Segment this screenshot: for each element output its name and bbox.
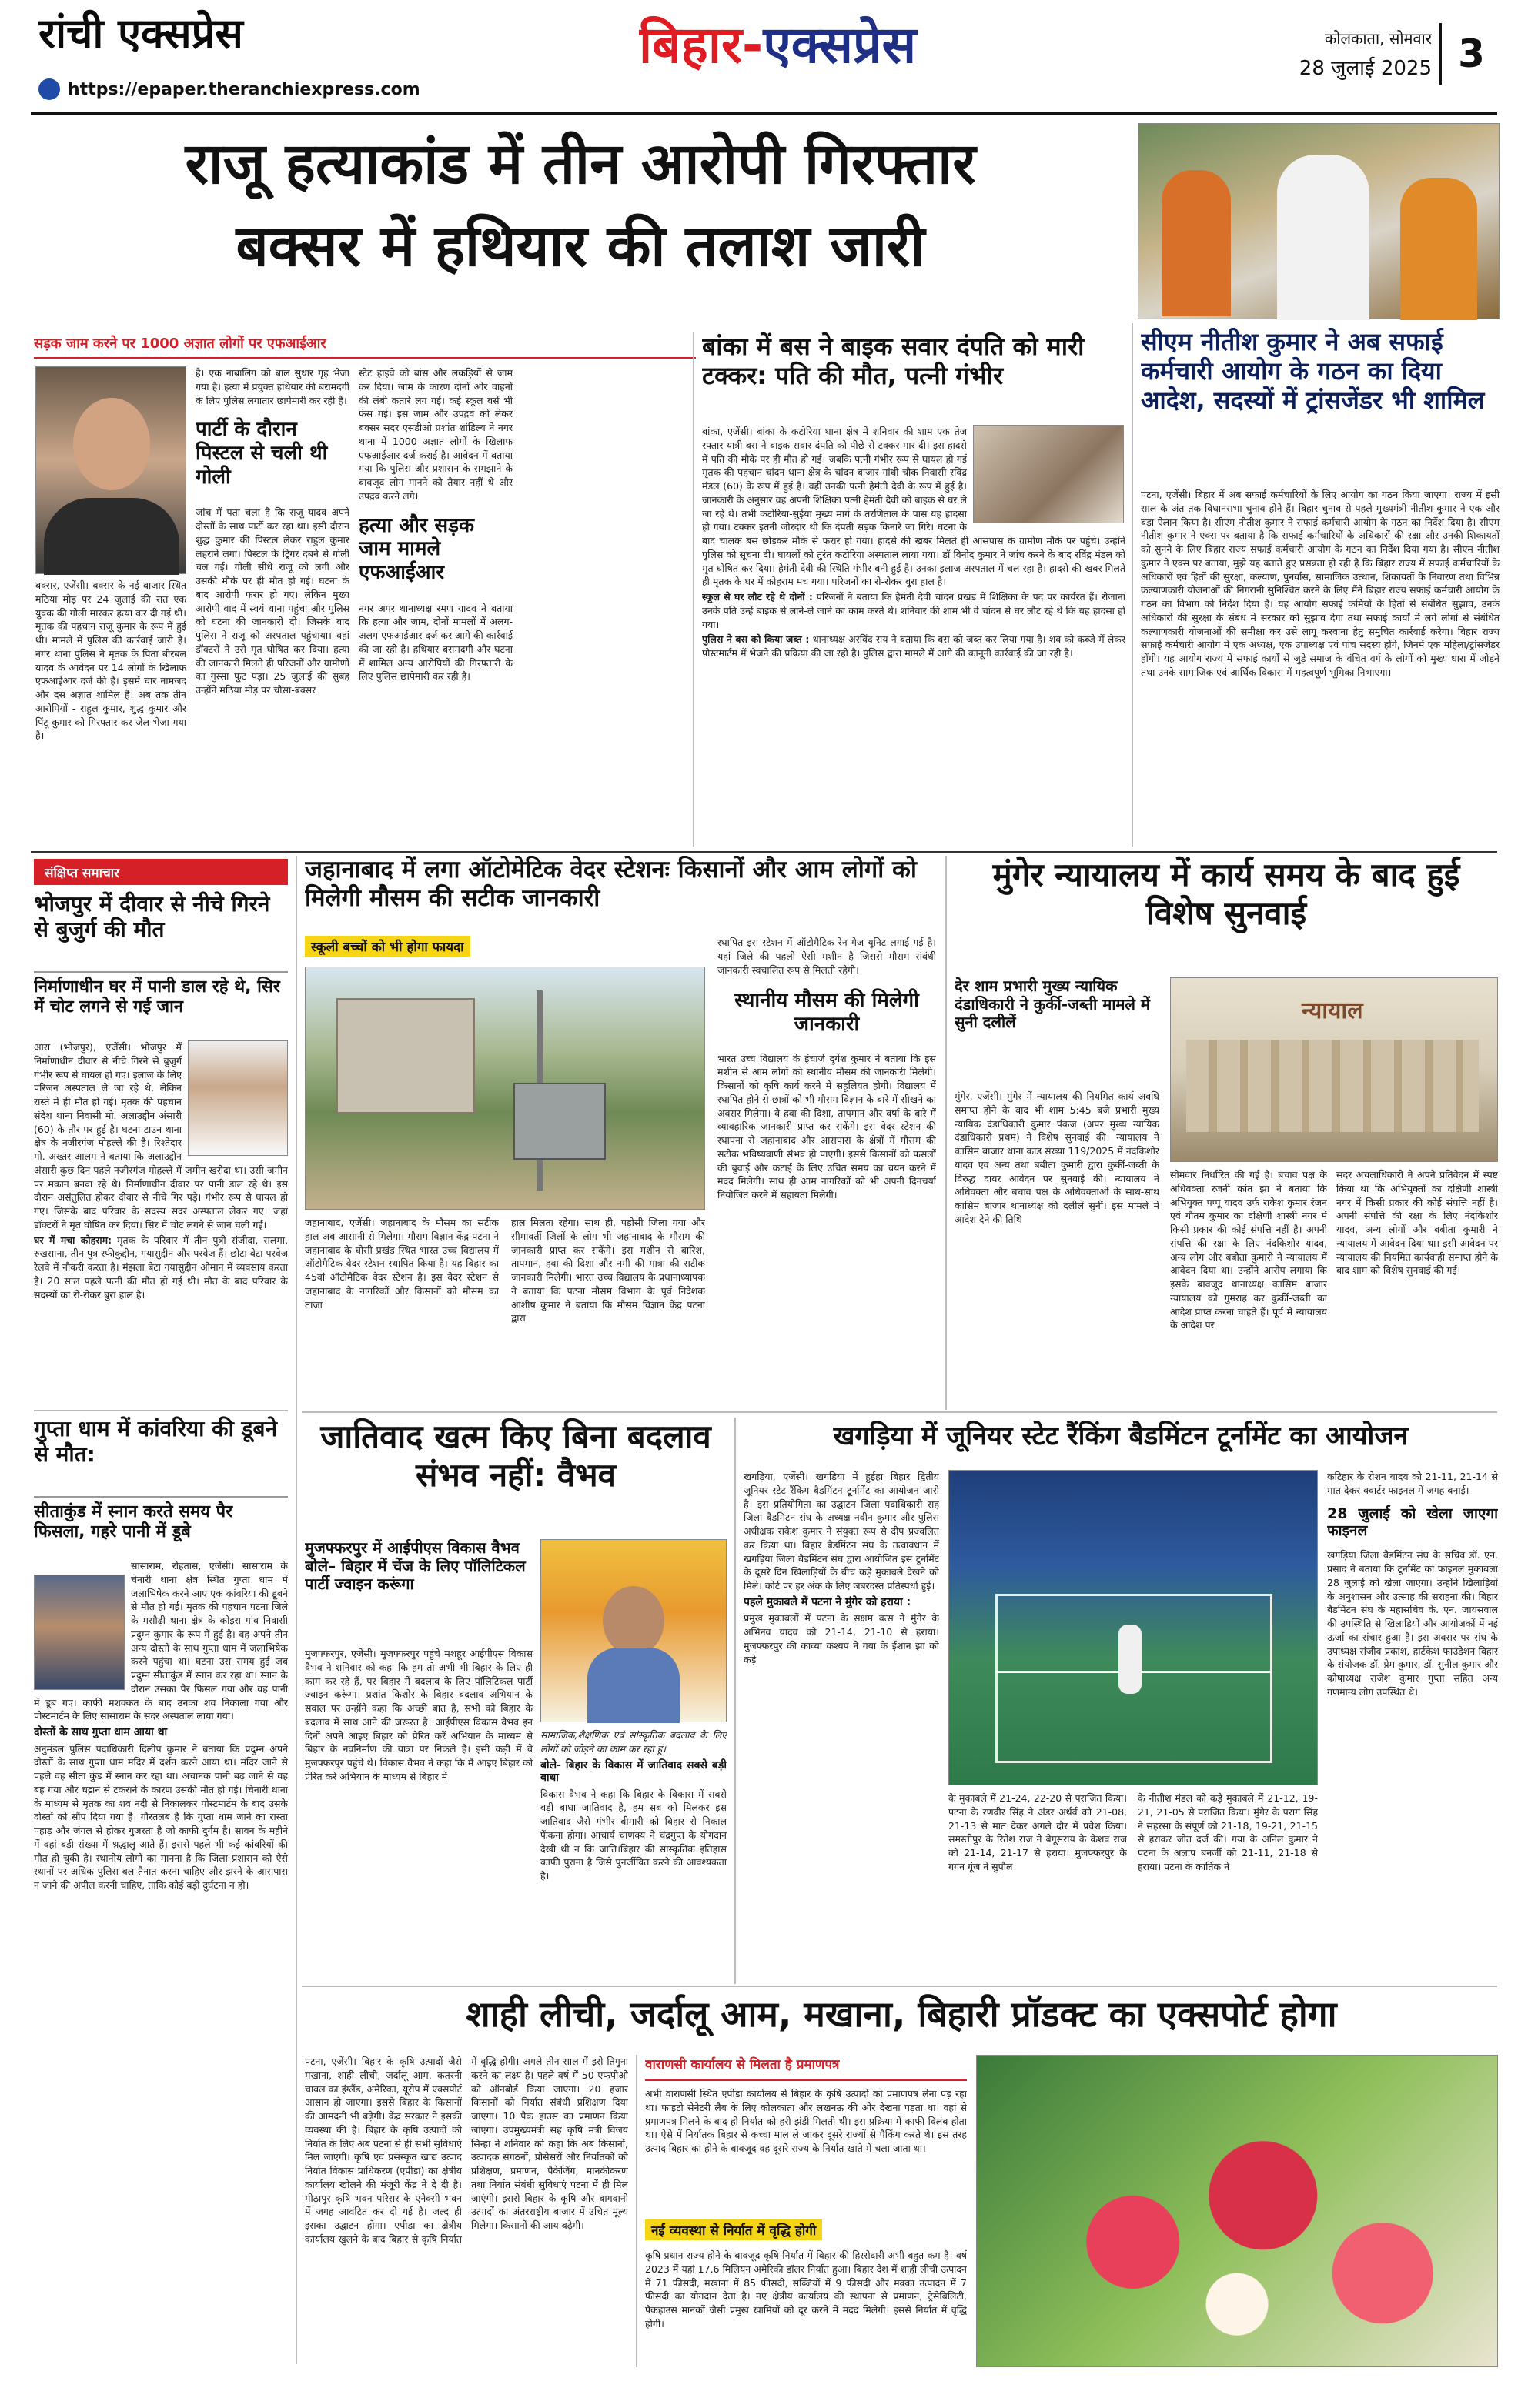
divider [302,1986,1497,1987]
a1-tag-label: सड़क जाम करने पर 1000 अज्ञात लोगों पर एफआईआर [34,332,326,354]
a4-photo-weather-station [305,967,705,1210]
brief-b1-body: मृतक के परिवार में तीन पुत्री संजीदा, सलमा, रुखसाना, तीन पुत्र रफीकुद्दीन, गयासुद्दीन और परवेज हैं। छोटा बेटा परवेज रेलवे में नौकरी करता है। मंझला बेटा गयासुद्दीन ओमान में व्यवसाय करता है। 20 साल पहले पत्नी की मौत हो गई थी। मौत के बाद परिवार के सदस्यों का रो-रोकर बुरा हाल है। [34,1234,288,1301]
a7-body-2: के मुकाबले में 21-24, 22-20 से पराजित किया। पटना के रणवीर सिंह ने अंडर अर्थर्व को 21-08, 21-13 से मात देकर अगले दौर में प्रवेश किया। समस्तीपुर के रितेश राज ने बेगूसराय के केशव राज को 21-14, 21-17 से हराया। मुजफ्फरपुर के गगन गूंज ने सुपौल [948,1792,1127,1872]
section-title [639,12,1070,89]
masthead [0,0,1528,115]
brief-b2 [34,1559,288,2367]
a4-col-a: स्थापित इस स्टेशन में ऑटोमैटिक रेन गेज यूनिट लगाई गई है। यहां जिले की पहली ऐसी मशीन है जिससे मौसम संबंधी जानकारी स्वचालित रूप से मिलती रहेगी। [717,937,936,976]
a6-body-1: मुजफ्फरपुर, एजेंसी। मुजफ्फरपुर पहुंचे मशहूर आईपीएस विकास वैभव ने शनिवार को कहा कि हम तो अभी भी बिहार के लिए ही काम कर रहे हैं, पर बिहार में बदलाव के लिए पॉलिटिकल पार्टी ज्वाइन करूंगा। प्रशांत किशोर के बिहार बदलाव अभियान के सवाल पर उन्होंने कहा कि अच्छी बात है, सभी को बिहार के बदलाव में साथ आने की जरूरत है। आईपीएस विकास वैभव इन दिनों अपने आइए बिहार को प्रेरित करें अभियान के माध्यम से बिहार के नवनिर्माण की यात्रा पर निकले हैं। इसी कड़ी में वे मुजफ्फरपुर पहुंचे थे। विकास वैभव ने कहा कि मैं आइए बिहार को प्रेरित करें अभियान के माध्यम से बिहार में [305,1648,533,1782]
a8-body-3: कृषि प्रधान राज्य होने के बावजूद कृषि निर्यात में बिहार की हिस्सेदारी अभी बहुत कम है। वर्ष 2023 में यहां 17.6 मिलियन अमेरिकी डॉलर निर्यात हुआ। बिहार देश में शाही लीची उत्पादन में 71 फीसदी, मखाना में 85 फीसदी, सब्जियों में 9 फीसदी और मक्का उत्पादन में 7 फीसदी का योगदान देता है। नए क्षेत्रीय कार्यालय की स्थापना से प्रमाणन, ट्रेसेबिलिटी, पैकहाउस मानकों जैसी प्रमुख खामियों को दूर करने में मदद मिलेगी। इससे निर्यात में वृद्धि होगी। [645,2249,967,2330]
a2-body3: थानाध्यक्ष अरविंद राय ने बताया कि बस को जब्त कर लिया गया है। शव को कब्जे में लेकर पोस्टमार्टम में भेजने की प्रक्रिया की जा रही है। पुलिस द्वारा मामले में आगे की कानूनी कार्रवाई की जा रही है। [702,633,1125,659]
a7-body-3: के नीतीश मंडल को कड़े मुकाबले में 21-12, 19-21, 21-05 से पराजित किया। मुंगेर के पराग सिंह ने सहरसा के संपूर्ण को 21-18, 19-21, 21-15 से हराकर जीत दर्ज की। गया के अनिल कुमार ने पटना के अलाप बनर्जी को 21-11, 21-18 से हराया। पटना के कार्तिक ने [1138,1792,1318,1872]
brand-name: रांची एक्सप्रेस [38,8,243,58]
a7-body-1b: प्रमुख मुकाबलों में पटना के सक्षम वत्स ने मुंगेर के अभिनव यादव को 21-14, 21-10 से हराया। मुजफ्फरपुर की काव्या कश्यप ने गया के ईशान झा को कड़े [744,1612,939,1665]
a5-sub: देर शाम प्रभारी मुख्य न्यायिक दंडाधिकारी ने कुर्की-जब्ती मामले में सुनी दलीलें [955,977,1150,1032]
brief-label [34,859,288,885]
a7-headline: खगड़िया में जूनियर स्टेट रैंकिंग बैडमिंटन टूर्नामेंट का आयोजन [833,1421,1409,1451]
a4-body-1: जहानाबाद, एजेंसी। जहानाबाद के मौसम का सटीक हाल अब आसानी से मिलेगा। मौसम विज्ञान केंद्र पटना ने जहानाबाद के घोसी प्रखंड स्थित भारत उच्च विद्यालय में ऑटोमैटिक वेदर स्टेशन स्थापित किया है। यह बिहार का 45वां ऑटोमैटिक वेदर स्टेशन है। इस वेदर स्टेशन से जहानाबाद के नागरिकों और किसानों को मौसम का ताजा [305,1217,499,1311]
a2-body-text: बांका, एजेंसी। बांका के कटोरिया थाना क्षेत्र में शनिवार की शाम एक तेज रफ्तार यात्री बस ने बाइक सवार दंपति को पीछे से टक्कर मार दी। इस हादसे में पति की मौके पर ही मौत हो गई। जबकि पत्नी गंभीर रूप से घायल हो गई मृतक की पहचान चांदन थाना क्षेत्र के चांदन बाजार गांधी चौक निवासी रविंद्र मंडल (60) के रूप में हुई है। वहीं उनकी पत्नी हेमंती देवी के रूप में हुई है। जानकारी के अनुसार वह अपनी शिक्षिका पत्नी हेमंती देवी को बाइक से घर ले जा रहे थे। तभी कटोरिया-सुईया मुख्य मार्ग के तरणिताल के पास यह हादसा हो गया। टक्कर इतनी जोरदार थी कि दंपती सड़क किनारे जा गिरे। घटना के बाद चालक बस छोड़कर मौके से फरार हो गया। हादसे की खबर मिलते ही आसपास के ग्रामीण मौके पर पहुंचे। उन्होंने पुलिस को सूचना दी। घायलों को तुरंत कटोरिया अस्पताल लाया गया। डॉ विनोद कुमार ने जांच करने के बाद रविंद्र मंडल को मृत घोषित कर दिया। हेमंती देवी की स्थिति गंभीर बनी हुई है। उनका इलाज अस्पताल में चल रहा है। हादसे की खबर मिलते ही मृतक के घर में कोहराम मच गया। परिजनों का रो-रोकर बुरा हाल है। [702,426,1125,588]
a6-caption: सामाजिक,शैक्षणिक एवं सांस्कृतिक बदलाव के लिए लोगों को जोड़ने का काम कर रहा हूं। [540,1729,727,1755]
a6-caption2: बोले- बिहार के विकास में जातिवाद सबसे बड़ी बाधा [540,1758,727,1785]
a8-tag2 [645,2219,967,2244]
a1-photo-victim [35,366,186,574]
a1-headline-line2: बक्सर में हथियार की तलाश जारी [236,213,925,280]
a4-col-a2: भारत उच्च विद्यालय के इंचार्ज दुर्गेश कुमार ने बताया कि इस मशीन से आम लोगों को स्थानीय मौसम की जानकारी मिलेगी। किसानों को कृषि कार्य करने में सहूलियत होगी। विद्यालय में स्थापित होने से छात्रों को भी मौसम विज्ञान के बारे में सीखने का अवसर मिलेगा। वे हवा की दिशा, तापमान और वर्षा के बारे में व्यावहारिक जानकारी प्राप्त कर सकेंगे। इस वेदर स्टेशन की स्थापना से जहानाबाद और आसपास के क्षेत्रों में मौसम की सटीक भविष्यवाणी संभव हो पाएगी। इससे किसानों को फसलों की बुवाई और कटाई के लिए उचित समय का चयन करने में मदद मिलेगी। साथ ही आम नागरिकों को भी अपनी दिनचर्या नियोजित करने में सहायता मिलेगी। [717,1052,936,1201]
a1-col3b: नगर अपर थानाध्यक्ष रमण यादव ने बताया कि हत्या और जाम, दोनों मामलों में अलग-अलग एफआईआर दर्ज कर आगे की कार्रवाई की जा रही है। हथियार बरामदगी और घटना में शामिल अन्य आरोपियों की गिरफ्तारी के लिए पुलिस छापेमारी कर रही है। [359,602,513,683]
a8-tag2-label: नई व्यवस्था से निर्यात में वृद्धि होगी [645,2219,822,2240]
a1-headline [34,123,1127,331]
divider [302,1411,1497,1413]
brief-b2-text: सासाराम, रोहतास, एजेंसी। सासाराम के चेनारी थाना क्षेत्र स्थित गुप्ता धाम में जलाभिषेक करने आए एक कांवरिया की डूबने से मौत हो गई। मृतक की पहचान पटना जिले के मसौढ़ी थाना क्षेत्र के कोइरा गांव निवासी प्रदुम्न कुमार के रूप में हुई है। वह अपने तीन अन्य दोस्तों के साथ गुप्ता धाम में जलाभिषेक करने पहुंचा था। घटना उस समय हुई जब प्रदुम्न सीताकुंड में स्नान कर रहा था। स्नान के दौरान उसका पैर फिसल गया और वह पानी में डूब गए। काफी मशक्कत के बाद उनका शव निकाला गया और पोस्टमार्टम के लिए सासाराम के सदर अस्पताल लाया गया। [34,1560,288,1722]
a2-sub2: पुलिस ने बस को किया जब्त : [702,633,810,646]
divider [636,2055,637,2367]
a8-body-1: पटना, एजेंसी। बिहार के कृषि उत्पादों जैसे मखाना, शाही लीची, जर्दालू आम, कतरनी चावल का इंग्लैंड, अमेरिका, यूरोप में एक्सपोर्ट आसान हो जाएगा। इससे बिहार के किसानों की आमदनी भी बढ़ेगी। केंद्र सरकार ने इसकी व्यवस्था की है। बिहार के कृषि उत्पादों को निर्यात के लिए अब पटना से ही सभी सुविधाएं मिल जाएंगी। कृषि एवं प्रसंस्कृत खाद्य उत्पाद निर्यात विकास प्राधिकरण (एपीडा) का क्षेत्रीय कार्यालय खोलने की मंजूरी केंद्र ने दे दी है। मीठापुर कृषि भवन परिसर के एनेक्सी भवन में जगह आवंटित कर दी गई है। जल्द ही इसका उद्घाटन होगा। एपीडा का क्षेत्रीय कार्यालय खुलने के बाद बिहार से कृषि निर्यात में वृद्धि होगी। अगले तीन साल में इसे तिगुना करने का लक्ष्य है। पहले वर्ष में 50 एफपीओ को ऑनबोर्ड किया जाएगा। 20 हजार किसानों को निर्यात संबंधी प्रशिक्षण दिया जाएगा। 10 पैक हाउस का प्रमाणन किया जाएगा। उपमुख्यमंत्री सह कृषि मंत्री विजय सिन्हा ने शनिवार को कहा कि अब किसानों, उत्पादक संगठनों, प्रोसेसरों और निर्यातकों को प्रशिक्षण, प्रमाणन, पैकेजिंग, मानकीकरण तथा निर्यात संबंधी सुविधाएं पटना में ही मिल जाएंगी। इससे बिहार के कृषि और बागवानी उत्पादों का अंतरराष्ट्रीय बाजार में उचित मूल्य मिलेगा। किसानों की आय बढ़ेगी। [305,2056,628,2245]
a2-headline: बांका में बस ने बाइक सवार दंपति को मारी टक्कर: पति की मौत, पत्नी गंभीर [702,332,1085,390]
a5-body-1: मुंगेर, एजेंसी। मुंगेर में न्यायालय की नियमित कार्य अवधि समाप्त होने के बाद भी शाम 5:45 बजे प्रभारी मुख्य न्यायिक दंडाधिकारी कुमार पंकज (अपर मुख्य न्यायिक दंडाधिकारी प्रथम) ने विशेष सुनवाई की। न्यायालय ने कासिम बाजार थाना कांड संख्या 119/2025 में नंदकिशोर यादव एवं अन्य तथा बबीता कुमारी द्वारा कुर्की-जब्ती के विरुद्ध दायर आवेदन पर सुनवाई की। न्यायालय ने अधिवक्ता और बचाव पक्ष के अधिवक्ताओं के साथ-साथ कासिम बाजार थानाध्यक्ष की दलीलें सुनीं। इस मामले में आदेश देने की तिथि [955,1090,1159,1225]
a7-photo-court [948,1470,1318,1785]
divider [31,851,1497,853]
a1-tag [34,332,696,359]
a7-sub1: पहले मुकाबले में पटना ने मुंगेर को हराया : [744,1595,911,1608]
brief-b1-text: आरा (भोजपुर), एजेंसी। भोजपुर में निर्माणाधीन दीवार से नीचे गिरने से बुजुर्ग गंभीर रूप से घायल हो गए। इलाज के लिए परिजन अस्पताल ले जा रहे थे, लेकिन रास्ते में ही मौत हो गई। मृतक की पहचान संदेश थाना निवासी मो. अलाउद्दीन अंसारी (60) के तौर पर हुई है। घटना टाउन थाना क्षेत्र के नजीरगंज मोहल्ले की है। रिश्तेदार मो. अख्तर आलम ने बताया कि अलाउद्दीन अंसारी कुछ दिन पहले नजीरगंज मोहल्ले में जमीन खरीदा था। उसी जमीन पर मकान बनवा रहे थे। निर्माणाधीन दीवार पर पानी डाल रहे थे। इस दौरान असंतुलित होकर दीवार से नीचे गिर पड़े। गंभीर रूप से घायल हो गए। जिसके बाद परिवार के सदस्य सदर अस्पताल लेकर गए। जहां डॉक्टरों ने मृत घोषित कर दिया। सिर में चोट लगने से जान चली गई। [34,1041,288,1231]
a8-photo-litchi [976,2055,1498,2367]
a1-col3 [359,366,513,847]
a8-headline: शाही लीची, जर्दालू आम, मखाना, बिहारी प्रॉडक्ट का एक्सपोर्ट होगा [466,1993,1337,2035]
epaper-url[interactable]: https://epaper.theranchiexpress.com [68,79,420,99]
a1-headline-line1: राजू हत्याकांड में तीन आरोपी गिरफ्तार [185,131,976,197]
brief-s1: निर्माणाधीन घर में पानी डाल रहे थे, सिर में चोट लगने से गई जान [34,971,288,1034]
masthead-logo [38,6,470,68]
a5-headline: मुंगेर न्यायालय में कार्य समय के बाद हुई विशेष सुनवाई [992,856,1460,932]
divider [296,856,297,2364]
a7-body-4: कटिहार के रोशन यादव को 21-11, 21-14 से मात देकर क्वार्टर फाइनल में जगह बनाई। [1327,1471,1498,1496]
a1-sub2: हत्या और सड़क जाम मामले एफआईआर [359,513,474,584]
a1-col1: बक्सर, एजेंसी। बक्सर के नई बाजार स्थित मठिया मोड़ पर 24 जुलाई की रात एक युवक की गोली मारकर हत्या कर दी गई थी। मृतक की पहचान राजू कुमार के रूप में हुई थी। मामले में पुलिस की कार्रवाई जारी है। नगर थाना पुलिस ने मृतक के पिता बीरबल यादव के आवेदन पर 14 लोगों के खिलाफ एफआईआर दर्ज की है। इसमें चार नामजद और दस अज्ञात शामिल हैं। अब तक तीन आरोपियों - राहुल कुमार, शुद्ध कुमार और पिंटू कुमार को गिरफ्तार कर जेल भेजा गया है। [35,579,186,742]
divider [945,856,947,1410]
divider [734,1418,736,1984]
divider [34,1410,288,1411]
a8-tag1 [645,2055,967,2081]
a5-body-3: सदर अंचलाधिकारी ने अपने प्रतिवेदन में स्पष्ट किया था कि अभियुक्तों का दक्षिणी शास्त्री नगर में किसी प्रकार की कोई संपत्ति नहीं है। अपनी संपत्ति की रक्षा के लिए नंदकिशोर यादव, अन्य लोगों और बबीता कुमारी ने न्यायालय में आवेदन दिया था। इसी आवेदन पर न्यायालय की नियमित कार्यवाही समाप्त होने के बाद शाम को विशेष सुनवाई की गई। [1336,1169,1498,1277]
a3-body: पटना, एजेंसी। बिहार में अब सफाई कर्मचारियों के लिए आयोग का गठन किया जाएगा। राज्य में इसी साल के अंत तक विधानसभा चुनाव होने हैं। बिहार चुनाव से पहले मुख्यमंत्री नीतीश कुमार ने एक और बड़ा ऐलान किया है। सीएम नीतीश कुमार ने सफाई कर्मचारी आयोग के गठन का निर्देश दिया है। सीएम नीतीश कुमार ने एक्स पर बताया है कि सफाई कर्मचारियों के अधिकारों की रक्षा और उनकी शिकायतों को सुनने के लिए बिहार राज्य सफाई कर्मचारी आयोग के गठन का निर्देश दिया गया है। सीएम नीतीश कुमार ने एक्स पर बताया, मुझे यह बताते हुए प्रसन्नता हो रही है कि बिहार राज्य में सफाई कर्मचारियों के अधिकारों एवं हितों की सुरक्षा, कल्याण, पुनर्वास, सामाजिक उत्थान, शिकायतों के निवारण तथा विभिन्न कल्याणकारी योजनाओं की निगरानी सुनिश्चित करने के लिए मैंने बिहार राज्य सफाई कर्मचारी आयोग के गठन का विभाग को निर्देश दिया है। यह आयोग सफाई कर्मियों के हितों से संबंधित सुझाव, उनके अधिकारों की सुरक्षा के संबंध में सरकार को सुझाव देगा तथा सफाई कार्यों में लगे लोगों से संबंधित कल्याणकारी योजनाओं की समीक्षा कर उसे लागू करवाना हेतु समुचित कार्रवाई करेगा। बिहार राज्य सफाई कर्मचारी आयोग में एक अध्यक्ष, एक उपाध्यक्ष एवं पांच सदस्य होंगे, जिनमें एक महिला/ट्रांसजेंडर होंगी। यह आयोग राज्य में सफाई कार्यों से जुड़े समाज के वंचित वर्ग के लोगों को मुख्य धारा में जोड़ने तथा उनके सामाजिक एवं आर्थिक विकास में महत्वपूर्ण भूमिका निभाएगा। [1141,489,1500,678]
masthead-rule [31,112,1497,115]
a6-caption-area [540,1728,727,1978]
brief-h1: भोजपुर में दीवार से नीचे गिरने से बुजुर्ग की मौत [34,891,270,943]
brief-b1-sub: घर में मचा कोहराम: [34,1234,112,1246]
a3-headline: सीएम नीतीश कुमार ने अब सफाई कर्मचारी आयोग के गठन का दिया आदेश, सदस्यों में ट्रांसजेंडर भी शामिल [1141,328,1485,415]
a4-sub: स्थानीय मौसम की मिलेगी जानकारी [734,989,919,1036]
dateline-date: 28 जुलाई 2025 [1299,57,1432,80]
a1-col2b: जांच में पता चला है कि राजू यादव अपने दोस्तों के साथ पार्टी कर रहा था। इसी दौरान शुद्ध कुमार की पिस्टल लेकर राहुल कुमार लहराने लगा। पिस्टल के ट्रिगर दबने से गोली चल गई। गोली सीधे राजू को लगी और उसकी मौके पर ही मौत हो गई। घटना के बाद आरोपी फरार हो गए। लेकिन मुख्य आरोपी बाद में स्वयं थाना पहुंचा और पुलिस को घटना की जानकारी दी। जिसके बाद पुलिस ने राजू को अस्पताल पहुंचाया। वहां डॉक्टरों ने उसे मृत घोषित कर दिया। हत्या की जानकारी मिलते ही परिजनों और ग्रामीणों का गुस्सा फूट पड़ा। 25 जुलाई की सुबह उन्होंने मठिया मोड़ पर चौसा-बक्सर [196,506,349,696]
a6-photo-ips [540,1539,727,1722]
a6-sub: मुजफ्फरपुर में आईपीएस विकास वैभव बोले– बिहार में चेंज के लिए पॉलिटिकल पार्टी ज्वाइन करूंगा [305,1539,526,1594]
a5-photo-court [1170,977,1498,1162]
a1-col2a: है। एक नाबालिग को बाल सुधार गृह भेजा गया है। हत्या में प्रयुक्त हथियार की बरामदगी के लिए पुलिस लगातार छापेमारी कर रही है। [196,367,349,406]
dateline-city: कोलकाता, सोमवार [1324,29,1432,48]
a6-headline: जातिवाद खत्म किए बिना बदलाव संभव नहीं: वैभव [320,1418,711,1494]
page-number: 3 [1439,23,1501,85]
a5-body-2: सोमवार निर्धारित की गई है। बचाव पक्ष के अधिवक्ता रजनी कांत झा ने बताया कि अभियुक्त पप्पू यादव उर्फ राकेश कुमार रंजन एवं गौतम कुमार का दक्षिणी शास्त्री नगर में किसी प्रकार की कोई संपत्ति नहीं है। अपनी संपत्ति की रक्षा के लिए नंदकिशोर यादव, अन्य लोग और बबीता कुमारी ने न्यायालय में आवेदन दिया था। उन्होंने आरोप लगाया कि इसके बावजूद थानाध्यक्ष कासिम बाजार न्यायालय को गुमराह कर कुर्की-जब्ती का आदेश प्राप्त करना चाहते हैं। पूर्व में न्यायालय के आदेश पर [1170,1169,1327,1331]
section-title-bihar: बिहार- [639,15,764,75]
a4-body-2: हाल मिलता रहेगा। साथ ही, पड़ोसी जिला गया और सीमावर्ती जिलों के लोग भी जहानाबाद के मौसम की जानकारी प्राप्त कर सकेंगे। इस मशीन से बारिश, तापमान, हवा की दिशा और नमी की मात्रा की सटीक जानकारी मिलेगी। भारत उच्च विद्यालय के प्रधानाध्यापक ने बताया कि पटना मौसम विभाग के पूर्व निदेशक आशीष कुमार ने बताया कि मौसम विज्ञान केंद्र पटना द्वारा [511,1217,705,1324]
a6-body-2: विकास वैभव ने कहा कि बिहार के विकास में सबसे बड़ी बाधा जातिवाद है, हम सब को मिलकर इस जातिवाद जैसे गंभीर बीमारी को बिहार से निकाल फेंकना होगा। आचार्य चाणक्य ने चंद्रगुप्त के योगदान देखी थी न कि जाति।बिहार की सांस्कृतिक इतिहास काफी पुराना है जिसे पुनर्जीवित करने की आवश्यकता है। [540,1788,727,1882]
brief-label-text: संक्षिप्त समाचार [45,866,120,881]
a4-tag [305,936,705,962]
a7-body-1: खगड़िया, एजेंसी। खगड़िया में हुईहा बिहार द्वितीय जूनियर स्टेट रैंकिंग बैडमिंटन टूर्नामेंट का आयोजन जारी है। इस प्रतियोगिता का उद्घाटन जिला पदाधिकारी सह जिला बैडमिंटन संघ के अध्यक्ष नवीन कुमार और पुलिस अधीक्षक राकेश कुमार ने संयुक्त रूप से दीप प्रज्वलित कर किया था। बिहार बैडमिंटन संघ के तत्वावधान में खगड़िया जिला बैडमिंटन संघ द्वारा आयोजित इस टूर्नामेंट के दूसरे दिन खिलाड़ियों के बीच कड़े मुकाबले देखने को मिले। कोर्ट पर हर अंक के लिए जबरदस्त प्रतिस्पर्धा हुई। [744,1471,939,1591]
brief-s2: सीताकुंड में स्नान करते समय पैर फिसला, गहरे पानी में डूबे [34,1496,288,1555]
globe-icon [38,78,60,100]
a4-tag-label: स्कूली बच्चों को भी होगा फायदा [305,936,470,957]
a8-body-2: अभी वाराणसी स्थित एपीडा कार्यालय से बिहार के कृषि उत्पादों को प्रमाणपत्र लेना पड़ रहा था। फाइटो सेनेटरी लैब के लिए कोलकाता और लखनऊ की ओर देखना पड़ता था। वहां से प्रमाणपत्र मिलने के बाद ही निर्यात को हरी झंडी मिलती थी। इस प्रक्रिया में काफी विलंब होता था। ऐसे में निर्यातक बिहार से कच्चा माल ले जाकर दूसरे राज्यों से पैकिंग करते थे। इस तरह उत्पाद बिहार का होने के बावजूद वह दूसरे राज्य के निर्यात खाते में चला जाता था। [645,2088,967,2154]
brief-b2-body: अनुमंडल पुलिस पदाधिकारी दिलीप कुमार ने बताया कि प्रदुम्न अपने दोस्तों के साथ गुप्ता धाम मंदिर में दर्शन करने आया था। मंदिर जाने से पहले वह सीता कुंड में स्नान कर रहा था। अचानक पानी बढ़ जाने से वह बह गया और चट्टान से टकराने के कारण उसकी मौत हो गई। चिनारी थाना के माध्यम से मृतक का शव नदी से निकालकर पोस्टमार्टम के बाद उसके दोस्तों को सौंप दिया गया है। गौरतलब है कि गुप्ता धाम जाने का रास्ता पहाड़ और जंगल से होकर गुजरता है जो काफी दुर्गम है। सावन के महीने में वहां बड़ी संख्या में श्रद्धालु आते हैं। इससे पहले भी कई कांवरियों की मौत हो चुकी है। स्थानीय लोगों का मानना है कि जिला प्रशासन को ऐसे स्थानों पर अधिक पुलिस बल तैनात करना चाहिए और झरने के आसपास न जाने की अपील करनी चाहिए, ताकि कोई बड़ी दुर्घटना न हो। [34,1742,288,1892]
brief-b1 [34,1040,288,1407]
a2-body [702,425,1125,847]
a1-col2 [196,366,349,847]
brief-b2-sub: दोस्तों के साथ गुप्ता धाम आया था [34,1726,168,1738]
a2-sub1: स्कूल से घर लौट रहे थे दोनों : [702,591,813,603]
a8-tag1-label: वाराणसी कार्यालय से मिलता है प्रमाणपत्र [645,2057,840,2072]
dateline [1232,28,1432,97]
section-title-express: एक्सप्रेस [763,15,917,75]
a4-headline: जहानाबाद में लगा ऑटोमेटिक वेदर स्टेशनः किसानों और आम लोगों को मिलेगी मौसम की सटीक जानकारी [305,856,917,912]
a7-col4 [1327,1470,1498,1978]
a7-sub2: 28 जुलाई को खेला जाएगा फाइनल [1327,1505,1498,1539]
url-bar [38,74,470,105]
divider [693,332,694,847]
a3-photo-cm [1138,123,1500,319]
a1-col3a: स्टेट हाइवे को बांस और लकड़ियों से जाम कर दिया। जाम के कारण दोनों ओर वाहनों की लंबी कतारें लग गईं। कई स्कूल बसें भी फंस गई। इस जाम और उपद्रव को लेकर बक्सर सदर एसडीओ प्रशांत शांडिल्य ने नगर थाना में 1000 अज्ञात लोगों के खिलाफ एफआईआर दर्ज कराई है। आवेदन में बताया गया कि पुलिस और प्रशासन के समझाने के बावजूद लोग मानने को तैयार नहीं थे और उपद्रव करने लगे। [359,367,513,502]
brief-h2: गुप्ता धाम में कांवरिया की डूबने से मौत: [34,1416,278,1468]
divider [1132,323,1133,847]
a7-col1 [744,1470,939,1978]
a4-col-right [717,936,936,1407]
a7-body-5: खगड़िया जिला बैडमिंटन संघ के सचिव डॉ. एन. प्रसाद ने बताया कि टूर्नामेंट का फाइनल मुकाबला 28 जुलाई को खेला जाएगा। उन्होंने खिलाड़ियों के अनुशासन और उत्साह की सराहना की। बिहार बैडमिंटन संघ के महासचिव के. एन. जायसवाल की उपस्थिति से खिलाड़ियों और आयोजकों में नई ऊर्जा का संचार हुआ है। इस अवसर पर संघ के उपाध्यक्ष संजीव प्रकाश, हार्टकेश फाउंडेशन बिहार के संयोजक डॉ. प्रेम कुमार, डॉ. सुनील कुमार और कोषाध्यक्ष राजेश कुमार गुप्ता सहित अन्य गणमान्य लोग उपस्थित थे। [1327,1549,1498,1698]
a1-sub1: पार्टी के दौरान पिस्टल से चली थी गोली [196,418,328,489]
court-sign: न्यायाल [1302,997,1363,1024]
a2-body2: परिजनों ने बताया कि हेमंती देवी चांदन प्रखंड में शिक्षिका के पद पर कार्यरत हैं। रोजाना उनके पति उन्हें बाइक से लाने-ले जाने का काम करते थे। शनिवार की शाम भी वे चांदन से घर लौट रहे थे कि यह हादसा हो गया। [702,591,1125,630]
